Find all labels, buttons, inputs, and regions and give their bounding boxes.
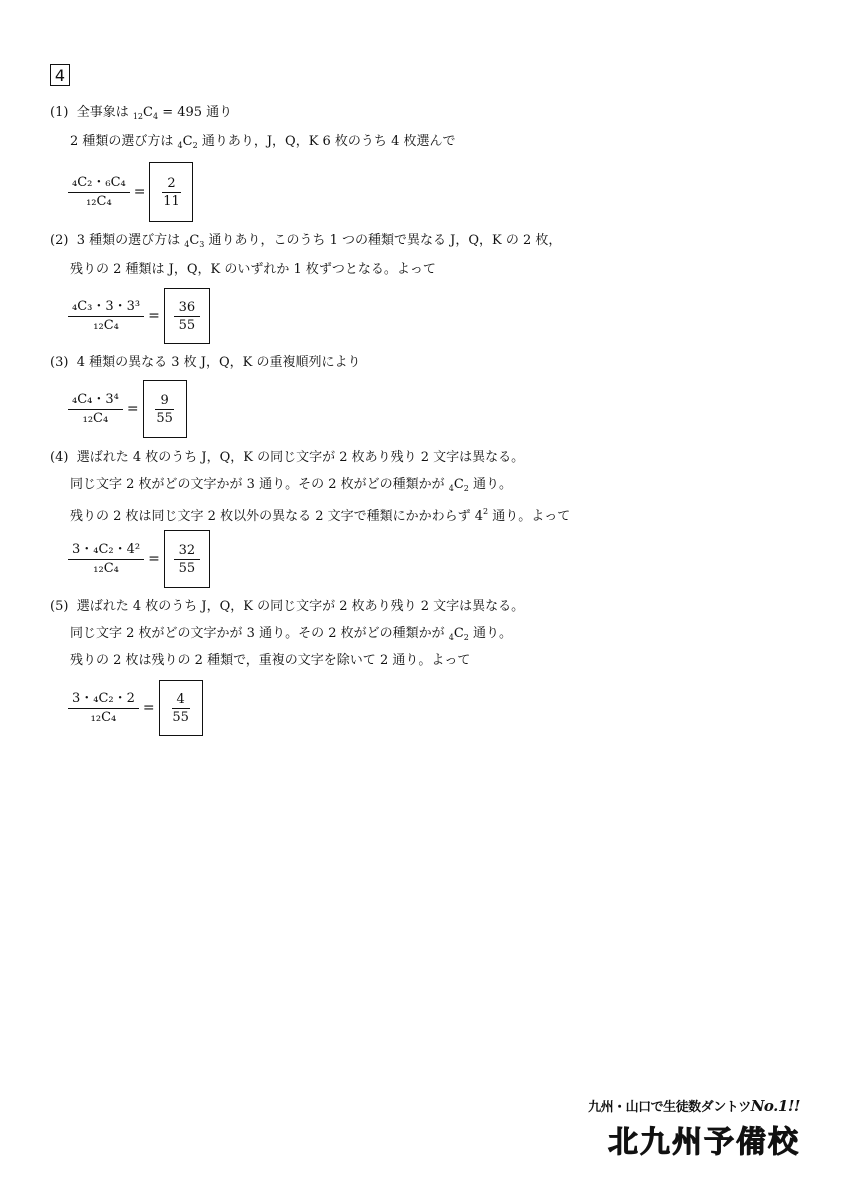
p3-fraction	[68, 392, 123, 427]
problem-number: 4	[50, 64, 70, 86]
p1-denominator: ₁₂C₄	[86, 193, 112, 209]
slogan-no1: No.1!!	[750, 1097, 800, 1115]
p2-c: C	[189, 233, 200, 248]
p5-line2-b: 通り。	[468, 626, 513, 641]
p4-c-sub: 2	[463, 484, 469, 493]
equals-sign: =	[148, 551, 160, 567]
p2-answer-den: 55	[178, 317, 196, 333]
p1-line2-a: 2 種類の選び方は	[70, 134, 174, 149]
p1-t1: 全事象は	[76, 105, 129, 120]
p2-c-pre: 4	[184, 240, 190, 249]
p1-answer-box	[149, 162, 193, 222]
p1-line2-c-pre: 4	[177, 141, 183, 150]
p5-label: (5)	[50, 599, 69, 614]
p4-answer-den: 55	[178, 560, 196, 576]
p3-denominator: ₁₂C₄	[82, 410, 109, 426]
p1-line2-c-sub: 2	[192, 141, 198, 150]
p5-c-sub: 2	[463, 633, 469, 642]
p5-answer-den: 55	[172, 709, 189, 725]
p5-fraction	[68, 691, 139, 726]
school-branding	[588, 1096, 800, 1161]
p4-label: (4)	[50, 450, 69, 465]
p1-t3: = 495 通り	[158, 105, 233, 120]
school-slogan	[588, 1096, 800, 1115]
p1-answer-num: 2	[162, 175, 180, 193]
p4-c-pre: 4	[448, 484, 454, 493]
p2-line1-a: 3 種類の選び方は	[76, 233, 181, 248]
p5-line3: 残りの 2 枚は残りの 2 種類で，重複の文字を除いて 2 通り。よって	[70, 653, 471, 668]
p4-line3-sup: 2	[483, 507, 489, 516]
p3-answer-den: 55	[156, 410, 173, 426]
equals-sign: =	[148, 308, 160, 324]
p5-numerator: 3・₄C₂・2	[68, 691, 139, 709]
p2-line1-b: 通りあり，このうち 1 つの種類で異なる J，Q，K の 2 枚，	[204, 233, 562, 248]
p4-c: C	[453, 477, 464, 492]
p3-line1-text: 4 種類の異なる 3 枚 J，Q，K の重複順列により	[76, 355, 361, 370]
p2-denominator: ₁₂C₄	[93, 317, 119, 333]
slogan-text: 九州・山口で生徒数ダントツ	[588, 1100, 751, 1115]
p2-numerator: ₄C₃・3・3³	[68, 299, 144, 317]
p4-line1-text: 選ばれた 4 枚のうち J，Q，K の同じ文字が 2 枚あり残り 2 文字は異なる。	[76, 450, 525, 465]
p5-formula	[68, 680, 203, 736]
p1-c: C	[143, 105, 153, 120]
p3-answer-num: 9	[155, 392, 173, 410]
p1-answer	[158, 175, 185, 210]
p2-label: (2)	[50, 233, 69, 248]
p2-formula	[68, 288, 210, 344]
p4-formula	[68, 530, 210, 588]
p1-c-pre: 12	[132, 112, 144, 121]
p1-fraction	[68, 175, 130, 210]
p3-line1	[50, 354, 360, 372]
p2-line2: 残りの 2 種類は J，Q，K のいずれか 1 枚ずつとなる。よって	[70, 262, 436, 277]
p4-line3-b: 通り。よって	[488, 509, 571, 524]
p1-line2	[70, 133, 455, 155]
p4-answer	[174, 542, 201, 577]
p4-fraction	[68, 542, 144, 577]
p5-line1	[50, 598, 524, 616]
p2-answer-num: 36	[174, 299, 201, 317]
p5-c: C	[453, 626, 464, 641]
p2-c-sub: 3	[199, 240, 205, 249]
p3-label: (3)	[50, 355, 69, 370]
p5-answer-num: 4	[172, 691, 190, 709]
p5-answer-box	[159, 680, 203, 736]
p5-denominator: ₁₂C₄	[90, 709, 117, 725]
p5-c-pre: 4	[448, 633, 454, 642]
p1-line2-b: 通りあり，J，Q，K 6 枚のうち 4 枚選んで	[197, 134, 456, 149]
p5-line2	[70, 625, 512, 647]
p1-formula	[68, 162, 193, 222]
p4-line2-b: 通り。	[468, 477, 513, 492]
p1-c-sub: 4	[152, 112, 159, 121]
school-logo: 北九州予備校	[608, 1125, 800, 1160]
p4-line3-a: 残りの 2 枚は同じ文字 2 枚以外の異なる 2 文字で種類にかかわらず 4	[70, 509, 484, 524]
p3-answer	[151, 392, 178, 427]
p1-numerator: ₄C₂・₆C₄	[68, 175, 130, 193]
p3-answer-box	[143, 380, 187, 438]
p5-answer	[167, 691, 194, 726]
p2-line1	[50, 232, 561, 254]
p3-numerator: ₄C₄・3⁴	[68, 392, 123, 410]
p4-line2	[70, 476, 512, 498]
p3-formula	[68, 380, 187, 438]
p4-numerator: 3・₄C₂・4²	[68, 542, 144, 560]
p1-label: (1)	[50, 105, 69, 120]
p1-line2-c: C	[182, 134, 193, 149]
p4-line3	[70, 503, 570, 526]
equals-sign: =	[142, 700, 155, 716]
p1-answer-den: 11	[163, 193, 180, 209]
p4-line2-a: 同じ文字 2 枚がどの文字かが 3 通り。その 2 枚がどの種類かが	[70, 477, 445, 492]
p4-line1	[50, 449, 524, 467]
p2-answer-box	[164, 288, 210, 344]
p4-denominator: ₁₂C₄	[93, 560, 119, 576]
p2-fraction	[68, 299, 144, 334]
equals-sign: =	[126, 401, 139, 417]
p5-line2-a: 同じ文字 2 枚がどの文字かが 3 通り。その 2 枚がどの種類かが	[70, 626, 445, 641]
p2-answer	[174, 299, 201, 334]
p5-line1-text: 選ばれた 4 枚のうち J，Q，K の同じ文字が 2 枚あり残り 2 文字は異なる。	[76, 599, 525, 614]
p1-line1	[50, 104, 232, 126]
p4-answer-num: 32	[174, 542, 201, 560]
equals-sign: =	[133, 184, 146, 200]
p4-answer-box	[164, 530, 210, 588]
